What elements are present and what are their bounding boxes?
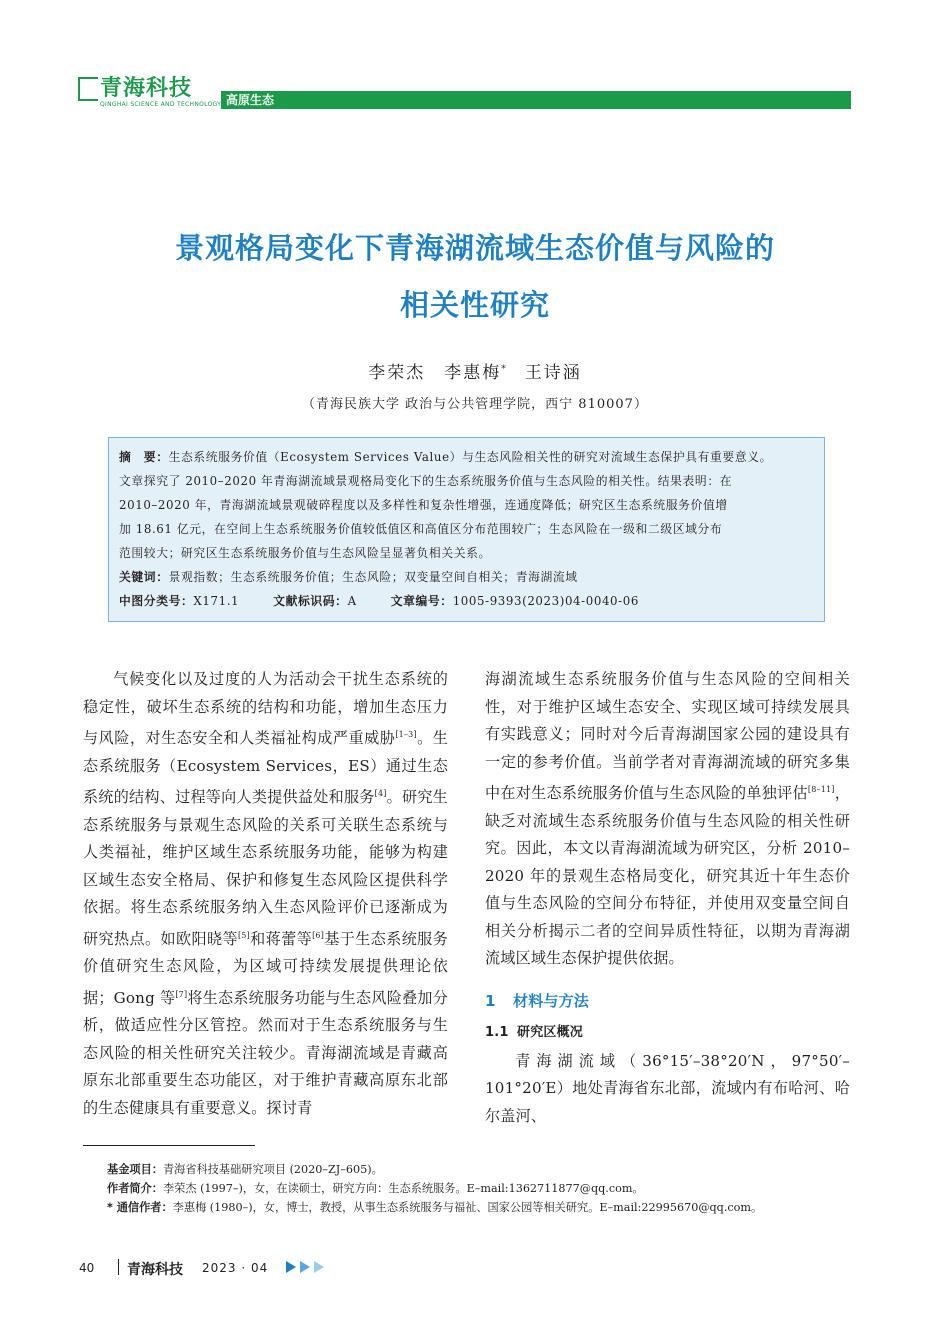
body-text: 基于生态系统服务价值研究生态风险，为区域可持续发展提供理论依据；Gong 等 xyxy=(83,929,448,1007)
subsection-number: 1.1 xyxy=(485,1024,509,1040)
body-text: 。研究生态系统服务与景观生态风险的关系可关联生态系统与人类福祉，维护区域生态系统服务功能，能够为构建区域生态安全格局、保护和修复生态风险区提供科学依据。将生态系统服务纳入生态风险评价已逐渐成为研究热点。如欧阳晓等 xyxy=(83,788,448,948)
abstract-line: 范围较大；研究区生态系统服务价值与生态风险呈显著负相关关系。 xyxy=(119,546,491,560)
footnote-text: 李荣杰 (1997–)，女，在读硕士，研究方向：生态系统服务。E–mail:1362711877@qq.com。 xyxy=(162,1182,644,1195)
abstract-line: 2010–2020 年，青海湖流域景观破碎程度以及多样性和复杂性增强，连通度降低；研究区生态系统服务价值增 xyxy=(119,498,728,512)
section-heading xyxy=(485,990,850,1012)
keywords-label: 关键词： xyxy=(119,570,169,584)
article-no-label: 文章编号： xyxy=(390,594,453,608)
footnote-label: * 通信作者： xyxy=(107,1201,173,1214)
footnote-label: 基金项目： xyxy=(107,1163,163,1176)
footnote-label: 作者简介： xyxy=(107,1182,163,1195)
footer-journal: 青海科技 xyxy=(127,1262,183,1278)
citation[interactable]: [7] xyxy=(175,989,188,999)
affiliation: （青海民族大学 政治与公共管理学院，西宁 810007） xyxy=(302,397,648,412)
author-list xyxy=(0,358,950,383)
citation[interactable]: [1–3] xyxy=(395,730,417,739)
body-paragraph: 青海湖流域（36°15′–38°20′N，97°50′–101°20′E）地处青海省东北部，流域内有布哈河、哈尔盖河、 xyxy=(485,1051,850,1125)
footnote-text: 青海省科技基础研究项目 (2020–ZJ–605)。 xyxy=(162,1163,383,1176)
corresponding-mark: * xyxy=(501,364,506,375)
citation[interactable]: [8–11] xyxy=(807,785,835,794)
citation[interactable]: [4] xyxy=(374,789,387,799)
body-text: 气候变化以及过度的人为活动会干扰生态系统的稳定性，破坏生态系统的结构和功能，增加生态压力与风险，对生态安全和人类福祉构成严重威胁 xyxy=(83,670,448,748)
journal-logo: 青海科技 xyxy=(100,76,193,101)
section-bar xyxy=(221,91,851,109)
body-column-left xyxy=(83,666,448,1122)
clc-value: X171.1 xyxy=(193,594,240,608)
doc-code-value: A xyxy=(347,594,357,608)
footer-issue: 2023 · 04 xyxy=(202,1261,269,1275)
body-text: 和蒋蕾等 xyxy=(249,929,313,948)
page-number: 40 xyxy=(79,1261,95,1275)
keywords-line xyxy=(119,565,814,589)
footnote-text: 李惠梅 (1980–)，女，博士，教授，从事生态系统服务与福祉、国家公园等相关研究。E–mail:22995670@qq.com。 xyxy=(172,1201,763,1214)
body-text: 将生态系统服务功能与生态风险叠加分析，做适应性分区管控。然而对于生态系统服务与生态风险的相关性研究关注较少。青海湖流域是青藏高原东北部重要生态功能区，对于维护青藏高原东北部的生态健康具有重要意义。探讨青 xyxy=(83,988,448,1117)
section-number: 1 xyxy=(485,991,496,1010)
clc-label: 中图分类号： xyxy=(119,594,194,608)
body-paragraph xyxy=(83,666,448,1122)
body-text: 。生态系统服务（Ecosystem Services，ES）通过生态系统的结构、过程等向人类提供益处和服务 xyxy=(83,729,448,807)
body-text: ，缺乏对流域生态系统服务价值与生态风险的相关性研究。因此，本文以青海湖流域为研究区，分析 2010–2020 年的景观生态格局变化，研究其近十年生态价值与生态风险的空间分布特征，并使用双变量空间自相关分析揭示二者的空间异质性特征，以期为青海湖流域区域生态保护提供依据。 xyxy=(485,784,851,968)
footnote-fund xyxy=(107,1161,383,1179)
footnote-rule xyxy=(83,1145,255,1146)
abstract-line: 加 18.61 亿元，在空间上生态系统服务价值较低值区和高值区分布范围较广；生态风险在一级和二级区域分布 xyxy=(119,522,723,536)
citation[interactable]: [5] xyxy=(237,930,250,940)
logo-frame xyxy=(78,77,98,101)
subsection-heading xyxy=(485,1022,850,1044)
classification-line xyxy=(119,589,814,613)
abstract-text: 生态系统服务价值（Ecosystem Services Value）与生态风险相关性的研究对流域生态保护具有重要意义。 xyxy=(168,450,772,464)
subsection-title: 研究区概况 xyxy=(517,1024,584,1040)
author-third: 王诗涵 xyxy=(524,363,582,383)
abstract-line xyxy=(119,445,814,469)
doc-code-label: 文献标识码： xyxy=(273,594,348,608)
abstract-box xyxy=(108,437,825,622)
keywords: 景观指数；生态系统服务价值；生态风险；双变量空间自相关；青海湖流域 xyxy=(168,570,578,584)
article-title-line2: 相关性研究 xyxy=(399,288,550,322)
footer-divider xyxy=(118,1259,119,1275)
article-title-line1: 景观格局变化下青海湖流域生态价值与风险的 xyxy=(174,231,775,265)
authors-primary: 李荣杰 李惠梅 xyxy=(368,363,502,383)
body-column-right xyxy=(485,666,850,1130)
article-no-value: 1005-9393(2023)04-0040-06 xyxy=(452,594,639,608)
abstract-label: 摘 要： xyxy=(119,450,169,464)
section-tag: 高原生态 xyxy=(226,93,275,107)
arrow-icon xyxy=(286,1259,328,1275)
body-paragraph xyxy=(485,666,850,973)
abstract-line: 文章探究了 2010–2020 年青海湖流域景观格局变化下的生态系统服务价值与生态风险的相关性。结果表明：在 xyxy=(119,474,733,488)
body-text: 海湖流域生态系统服务价值与生态风险的空间相关性，对于维护区域生态安全、实现区域可持续发展具有实践意义；同时对今后青海湖国家公园的建设具有一定的参考价值。当前学者对青海湖流域的研究多集中在对生态系统服务价值与生态风险的单独评估 xyxy=(485,670,850,803)
journal-logo-english: QINGHAI SCIENCE AND TECHNOLOGY xyxy=(100,101,222,108)
section-title: 材料与方法 xyxy=(513,991,590,1010)
citation[interactable]: [6] xyxy=(312,930,325,940)
footnote-author xyxy=(107,1180,644,1198)
footnote-corresponding xyxy=(107,1199,762,1217)
